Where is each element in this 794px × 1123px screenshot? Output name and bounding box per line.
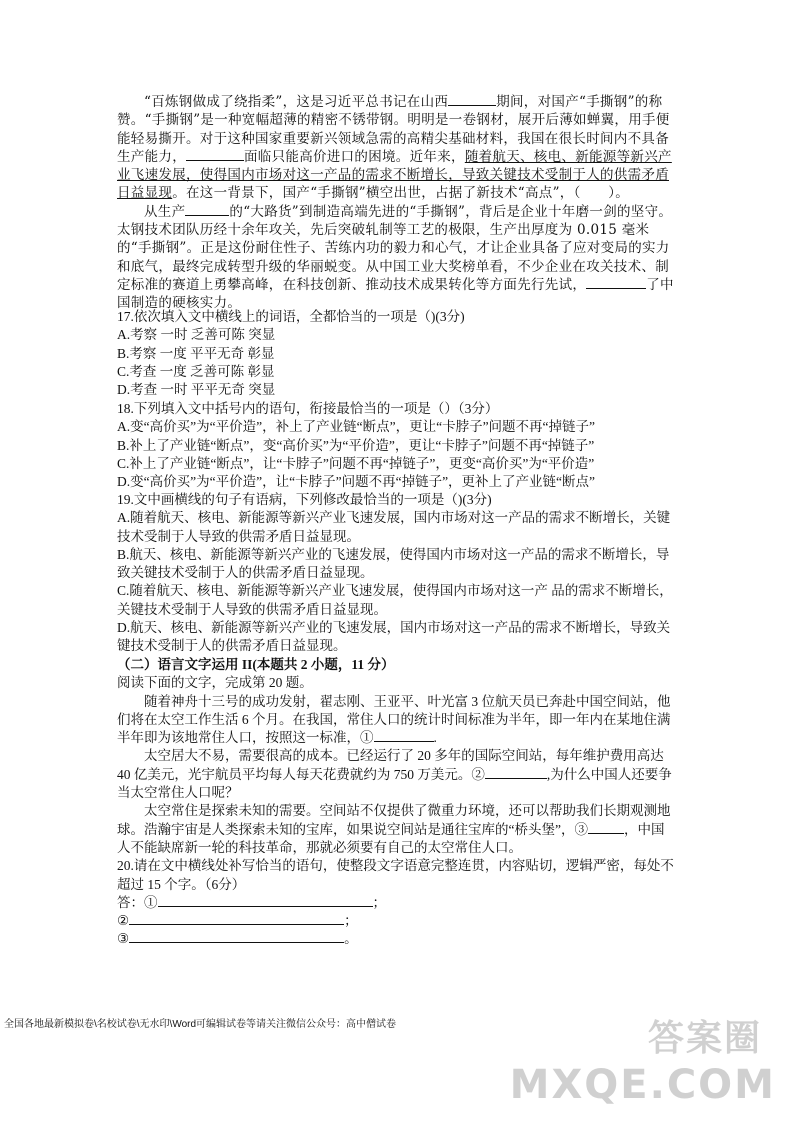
text-run: 太空常住是探索未知的需要。空间站不仅提供了微重力环境，还可以帮助我们长期观测地球。浩瀚宇宙是人类探索未知的宝库，如果说空间站是通往宝库的“桥头堡”，③ xyxy=(117,803,671,837)
question-18-stem: 18.下列填入文中括号内的语句，衔接最恰当的一项是（）（3分） xyxy=(117,401,499,416)
answer-2-end: ； xyxy=(344,913,358,929)
section-2-intro: 阅读下面的文字，完成第 20 题。 xyxy=(117,675,313,691)
question-20-stem: 20.请在文中横线处补写恰当的语句，使整段文字语意完整连贯，内容贴切，逻辑严密，每处不超过 15 个字。（6分） xyxy=(117,858,674,892)
answer-1-end: ； xyxy=(372,894,386,910)
question-17-option-d: D.考查 一时 平平无奇 突显 xyxy=(117,382,276,398)
question-19 xyxy=(117,491,677,656)
question-20-answer-1 xyxy=(117,894,677,912)
answer-2-label: ② xyxy=(117,913,130,929)
question-17-stem: 17.依次填入文中横线上的词语，全都恰当的一项是（)(3分) xyxy=(117,309,465,324)
passage-1-paragraph-1 xyxy=(117,93,677,203)
question-19-option-c-line-1: C.随着航天、核电、新能源等新兴产业飞速发展，使得国内市场对这一产 品的需求不断增长， xyxy=(117,583,673,599)
watermark-logo-text: 答案圈 xyxy=(647,1018,762,1059)
question-17 xyxy=(117,308,677,399)
footer-note: 全国各地最新模拟卷\名校试卷\无水印\Word可编辑试卷等请关注微信公众号：高中僧试卷 xyxy=(4,1019,397,1030)
watermark-logo-url: MXQE.COM xyxy=(509,1062,776,1108)
text-run: 。在这一背景下，国产“手撕钢”横空出世，占据了新技术“高点”，（ ）。 xyxy=(172,185,630,202)
question-19-option-b-line-1: B.航天、核电、新能源等新兴产业的飞速发展，使得国内市场对这一产品的需求不断增长，导 xyxy=(117,546,670,562)
answer-3-blank[interactable] xyxy=(129,930,344,943)
question-19-option-d-line-2: 键技术受制于人的供需矛盾日益显现。 xyxy=(117,638,347,654)
question-18-option-c: C.补上了产业链“断点”，让“卡脖子”问题不再“掉链子”，更变“高价买”为“平价造” xyxy=(117,455,595,471)
section-2-paragraph-1 xyxy=(117,693,677,748)
text-run: 随着神舟十三号的成功发射，翟志刚、王亚平、叶光富 3 位航天员已奔赴中国空间站，他们将在太空工作生活 6 个月。在我国，常住人口的统计时间标准为半年，即一年内在某地住满半年即为该地常住人口，按照这一标准，① xyxy=(117,693,671,746)
answer-3-end: 。 xyxy=(344,931,358,947)
question-17-option-b: B.考察 一度 平平无奇 彰显 xyxy=(117,345,275,361)
text-run: ,为什么中国人还要争当太空常住人口呢？ xyxy=(117,766,672,801)
text-run: 的“大路货”到制造高端先进的“手撕钢”，背后是企业十年磨一剑的坚守。太钢技术团队历经十余年攻关，先后突破轧制等工艺的极限，生产出厚度为 0.015 毫米的“手撕钢”。正是这份耐住性子、苦练内功的毅力和心气，才让企业具备了应对变局的实力和底气，最终完成转型升级的华丽蜕变。从中国工业大奖榜单看，不少企业在攻关技术、制定标准的赛道上勇攀高峰，在科技创新、推动技术成果转化等方面先行先试， xyxy=(117,203,673,293)
fill-blank[interactable] xyxy=(586,276,646,289)
answer-label: 答：① xyxy=(117,894,158,910)
question-20-answer-3 xyxy=(117,930,677,948)
text-run: 面临只能高价进口的困境。近年来， xyxy=(244,148,465,165)
question-17-option-a: A.考察 一时 乏善可陈 突显 xyxy=(117,327,276,343)
question-19-stem: 19.文中画横线的句子有语病，下列修改最恰当的一项是（)(3分) xyxy=(117,492,492,507)
fill-blank[interactable] xyxy=(485,766,547,779)
text-run: ，中国人不能缺席新一轮的科技革命，那就必须要有自己的太空常住人口。 xyxy=(117,821,665,855)
text-run: 从生产 xyxy=(144,203,186,220)
question-19-option-c-line-2: 关键技术受制于人导致的供需矛盾日益显现。 xyxy=(117,601,387,617)
question-19-option-b-line-2: 致关键技术受制于人的供需矛盾日益显现。 xyxy=(117,565,374,581)
text-run: 太空居大不易，需要很高的成本。已经运行了 20 多年的国际空间站，每年维护费用高达 40 亿美元，光宇航员平均每人每天花费就约为 750 万美元。② xyxy=(117,748,664,782)
fill-blank[interactable] xyxy=(185,203,229,216)
section-2-paragraph-3 xyxy=(117,802,677,857)
section-2 xyxy=(117,656,677,949)
question-19-option-a-line-2: 技术受制于人导致的供需矛盾日益显现。 xyxy=(117,528,360,544)
question-17-option-c: C.考查 一度 乏善可陈 彰显 xyxy=(117,363,275,379)
section-2-heading: （二）语言文字运用 II(本题共 2 小题，11 分） xyxy=(117,657,395,672)
text-run: 期间，对国产“手撕钢”的称赞。“手撕钢”是一种宽幅超薄的精密不锈带钢。明明是一卷钢材，展开后薄如蝉翼，用手便能轻易撕开。对于这种国家重要新兴领域急需的高精尖基础材料，我国在很长时间内不具备生产能力， xyxy=(117,94,670,165)
question-20-answer-2 xyxy=(117,912,677,930)
answer-3-label: ③ xyxy=(117,931,130,947)
question-18-option-b: B.补上了产业链“断点”，变“高价买”为“平价造”，更让“卡脖子”问题不再“掉链子” xyxy=(117,437,595,453)
fill-blank[interactable] xyxy=(374,729,434,742)
question-19-option-d-line-1: D.航天、核电、新能源等新兴产业的飞速发展，国内市场对这一产品的需求不断增长，导致关 xyxy=(117,620,671,636)
text-run: 了中国制造的硬核实力。 xyxy=(117,276,674,312)
question-18-option-d: D.变“高价买”为“平价造”，让“卡脖子”问题不再“掉链子”，更补上了产业链“断点” xyxy=(117,474,596,490)
underlined-sentence: 随着航天、核电、新能源等新兴产业飞速发展，使得国内市场对这一产品的需求不断增长，导致关键技术受制于人的供需矛盾日益显现 xyxy=(117,148,672,202)
text-run: “百炼钢做成了绕指柔”，这是习近平总书记在山西 xyxy=(144,94,449,110)
answer-1-blank[interactable] xyxy=(158,894,373,907)
passage-1 xyxy=(117,93,677,313)
question-18 xyxy=(117,400,677,491)
answer-2-blank[interactable] xyxy=(129,912,344,925)
fill-blank[interactable] xyxy=(186,148,244,161)
section-2-paragraph-2 xyxy=(117,747,677,802)
fill-blank[interactable] xyxy=(588,821,624,834)
question-18-option-a: A.变“高价买”为“平价造”，补上了产业链“断点”，更让“卡脖子”问题不再“掉链子” xyxy=(117,419,596,435)
fill-blank[interactable] xyxy=(448,93,496,106)
passage-1-paragraph-2 xyxy=(117,203,677,313)
text-run: . xyxy=(433,730,437,746)
question-19-option-a-line-1: A.随着航天、核电、新能源等新兴产业飞速发展，国内市场对这一产品的需求不断增长，关键 xyxy=(117,510,671,526)
